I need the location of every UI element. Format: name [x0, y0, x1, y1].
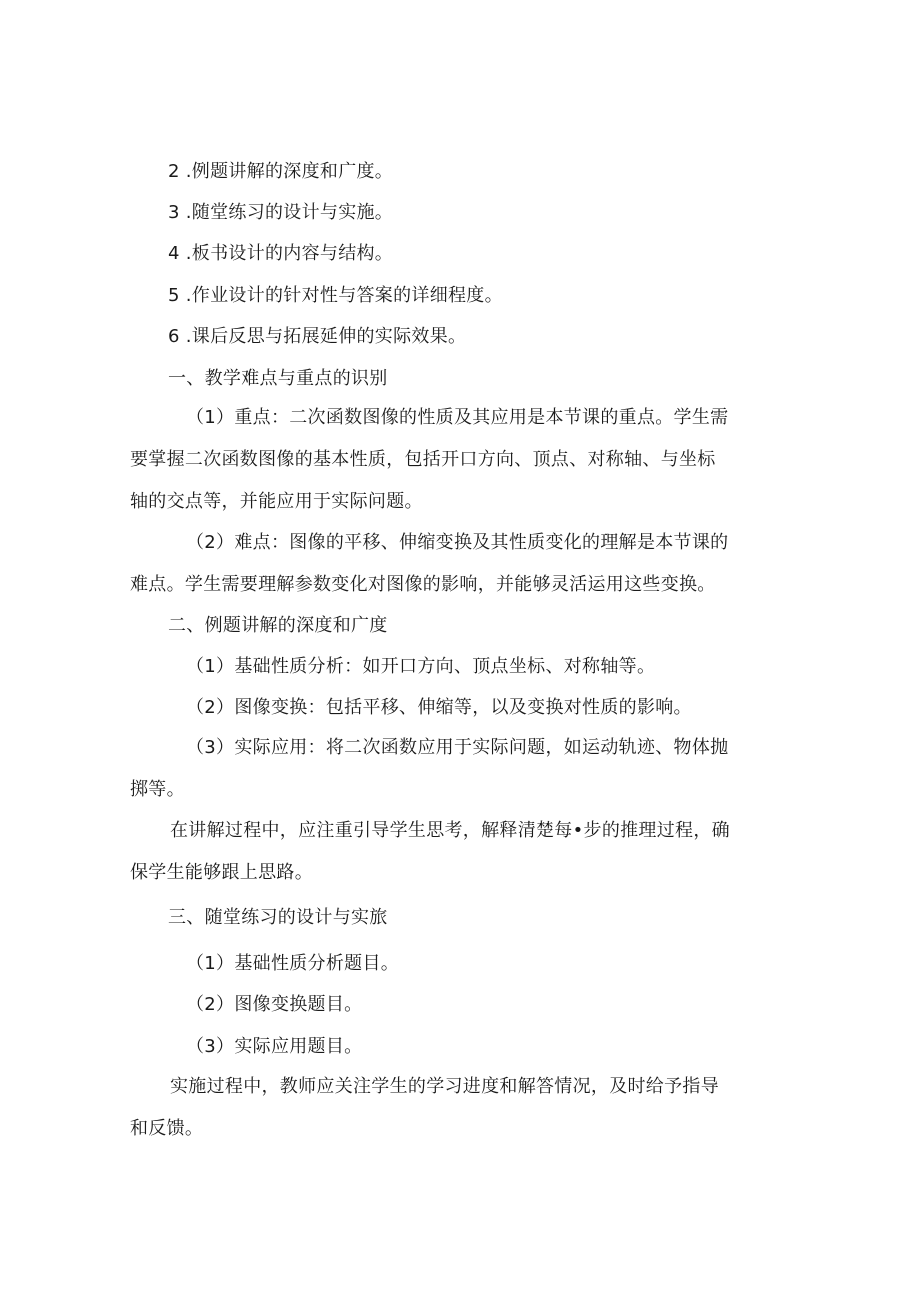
- list-item: （2）图像变换：包括平移、伸缩等，以及变换对性质的影响。: [186, 697, 692, 718]
- paragraph: 实施过程中，教师应关注学生的学习进度和解答情况，及时给予指导和反馈。: [130, 1076, 719, 1139]
- paragraph: 在讲解过程中，应注重引导学生思考，解释清楚每•步的推理过程，确保学生能够跟上思路。: [130, 820, 730, 883]
- paragraph: （3）实际应用：将二次函数应用于实际问题，如运动轨迹、物体抛掷等。: [130, 737, 729, 800]
- list-item: 4 .板书设计的内容与结构。: [168, 243, 394, 264]
- list-item: （3）实际应用题目。: [186, 1036, 363, 1057]
- paragraph: （2）难点：图像的平移、伸缩变换及其性质变化的理解是本节课的难点。学生需要理解参数变化对图像的影响，并能够灵活运用这些变换。: [130, 532, 729, 595]
- list-item: 2 .例题讲解的深度和广度。: [168, 161, 394, 182]
- paragraph: （1）重点：二次函数图像的性质及其应用是本节课的重点。学生需要掌握二次函数图像的基本性质，包括开口方向、顶点、对称轴、与坐标轴的交点等，并能应用于实际问题。: [130, 407, 729, 512]
- list-item: （1）基础性质分析：如开口方向、顶点坐标、对称轴等。: [186, 656, 656, 677]
- list-item: 3 .随堂练习的设计与实施。: [168, 202, 394, 223]
- list-item: 5 .作业设计的针对性与答案的详细程度。: [168, 285, 503, 306]
- list-item: 6 .课后反思与拓展延伸的实际效果。: [168, 326, 467, 347]
- section-heading: 二、例题讲解的深度和广度: [168, 615, 388, 636]
- list-item: （1）基础性质分析题目。: [186, 953, 400, 974]
- section-heading: 三、随堂练习的设计与实旅: [168, 907, 388, 928]
- list-item: （2）图像变换题目。: [186, 994, 363, 1015]
- section-heading: 一、教学难点与重点的识别: [168, 368, 388, 389]
